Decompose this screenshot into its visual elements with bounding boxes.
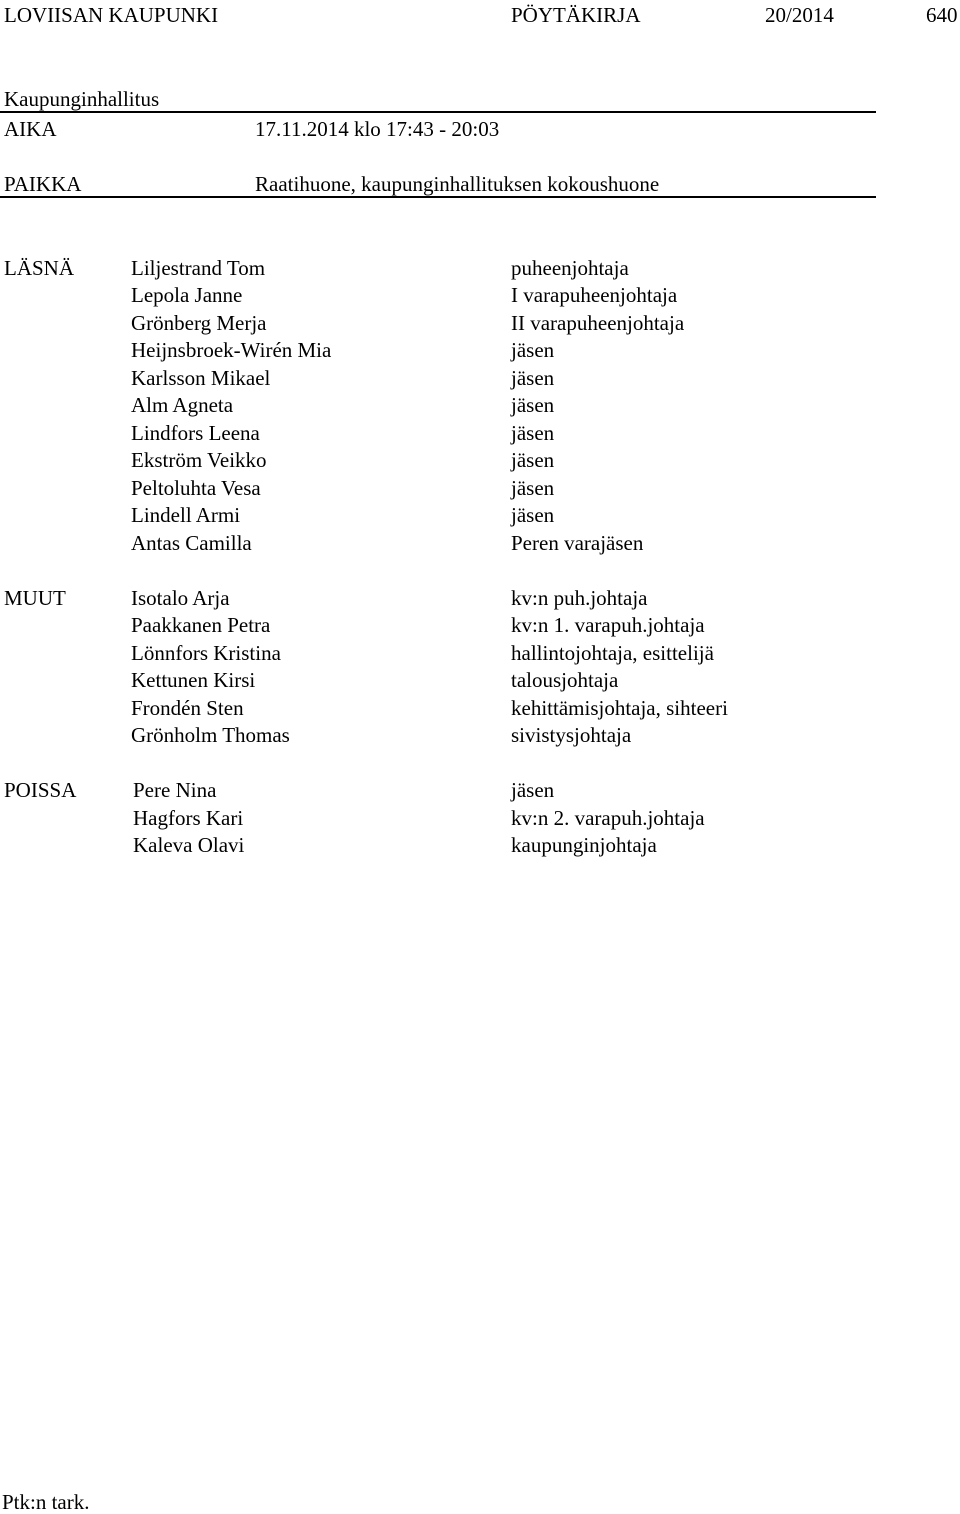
ptk-label: Ptk:n tark. [2, 1490, 90, 1514]
member-role: jäsen [511, 421, 555, 445]
member-role: jäsen [511, 476, 555, 500]
city-name: LOVIISAN KAUPUNKI [4, 3, 219, 27]
member-name: Frondén Sten [131, 696, 244, 720]
aika-label: AIKA [4, 117, 57, 141]
member-name: Isotalo Arja [131, 586, 230, 610]
member-name: Lönnfors Kristina [131, 641, 281, 665]
section-label: POISSA [4, 778, 77, 802]
member-role: jäsen [511, 366, 555, 390]
member-role: jäsen [511, 338, 555, 362]
divider-top [0, 111, 876, 113]
member-role: hallintojohtaja, esittelijä [511, 641, 714, 665]
section-label: LÄSNÄ [4, 256, 75, 280]
divider-bottom [0, 196, 876, 198]
member-name: Grönberg Merja [131, 311, 267, 335]
member-role: talousjohtaja [511, 668, 619, 692]
document-number: 20/2014 [765, 3, 834, 27]
member-role: jäsen [511, 448, 555, 472]
member-name: Ekström Veikko [131, 448, 267, 472]
member-name: Karlsson Mikael [131, 366, 271, 390]
aika-value: 17.11.2014 klo 17:43 - 20:03 [255, 117, 500, 141]
member-name: Grönholm Thomas [131, 723, 290, 747]
member-name: Hagfors Kari [133, 806, 244, 830]
paikka-value: Raatihuone, kaupunginhallituksen kokoushuone [255, 172, 660, 196]
member-name: Antas Camilla [131, 531, 252, 555]
member-role: jäsen [511, 503, 555, 527]
member-name: Liljestrand Tom [131, 256, 266, 280]
body-name: Kaupunginhallitus [4, 87, 160, 111]
member-name: Kaleva Olavi [133, 833, 245, 857]
member-role: I varapuheenjohtaja [511, 283, 678, 307]
member-role: kaupunginjohtaja [511, 833, 657, 857]
member-role: II varapuheenjohtaja [511, 311, 685, 335]
member-role: kv:n 2. varapuh.johtaja [511, 806, 705, 830]
member-role: jäsen [511, 393, 555, 417]
member-role: kv:n 1. varapuh.johtaja [511, 613, 705, 637]
member-role: Peren varajäsen [511, 531, 644, 555]
member-role: jäsen [511, 778, 555, 802]
member-role: sivistysjohtaja [511, 723, 632, 747]
member-name: Lindfors Leena [131, 421, 260, 445]
member-name: Lindell Armi [131, 503, 241, 527]
page-number: 640 [926, 3, 958, 27]
member-role: kv:n puh.johtaja [511, 586, 648, 610]
member-role: kehittämisjohtaja, sihteeri [511, 696, 728, 720]
document-type: PÖYTÄKIRJA [511, 3, 641, 27]
paikka-label: PAIKKA [4, 172, 82, 196]
member-name: Pere Nina [133, 778, 217, 802]
section-label: MUUT [4, 586, 66, 610]
member-name: Kettunen Kirsi [131, 668, 256, 692]
member-name: Peltoluhta Vesa [131, 476, 261, 500]
member-role: puheenjohtaja [511, 256, 629, 280]
member-name: Lepola Janne [131, 283, 243, 307]
member-name: Paakkanen Petra [131, 613, 271, 637]
member-name: Heijnsbroek-Wirén Mia [131, 338, 332, 362]
member-name: Alm Agneta [131, 393, 234, 417]
